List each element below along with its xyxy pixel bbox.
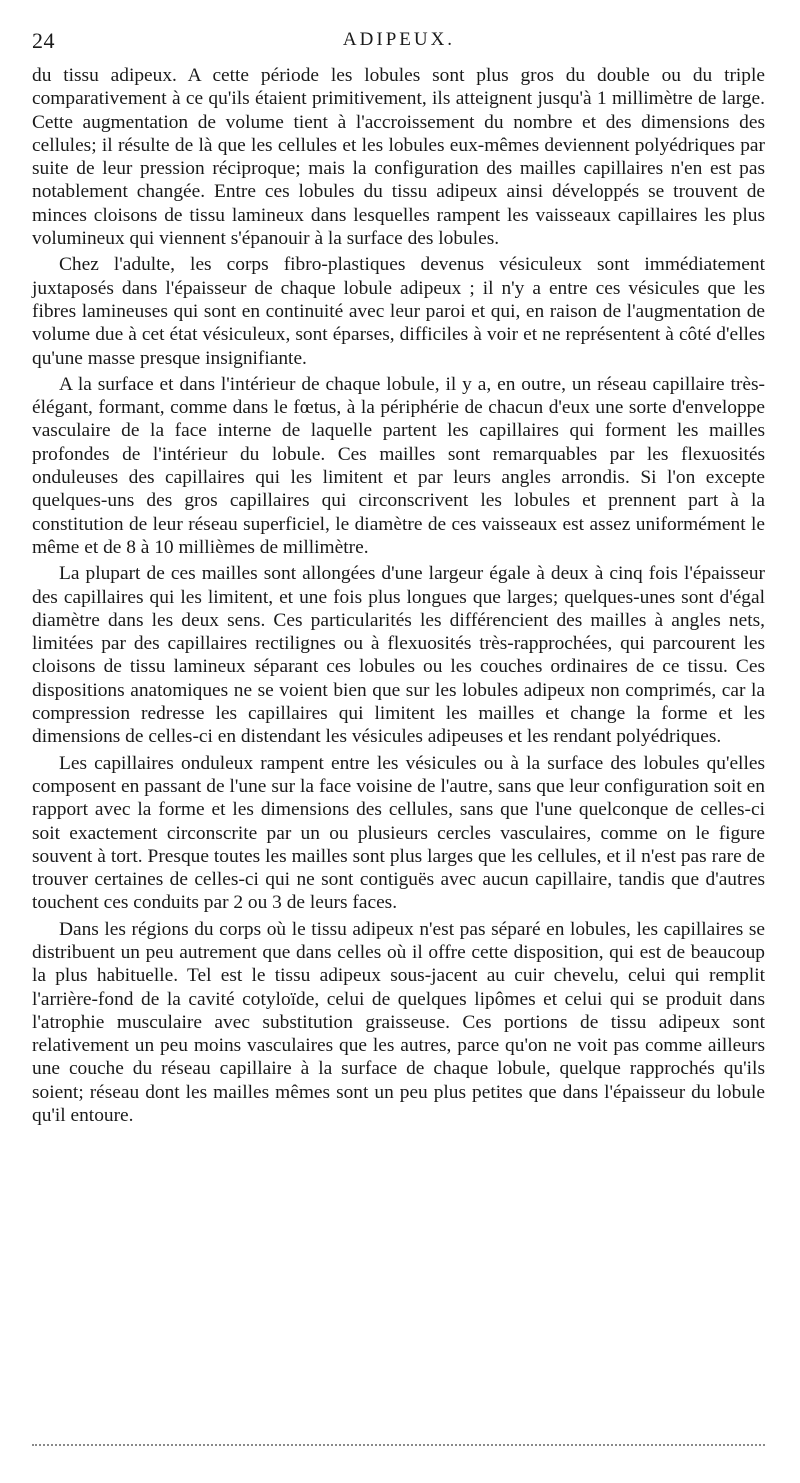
page-number: 24	[32, 28, 55, 53]
paragraph: A la surface et dans l'intérieur de chaque lobule, il y a, en outre, un réseau capillaire très-élégant, formant, comme dans le fœtus, à la périphérie de chacun d'eux une sorte d'enveloppe vasculaire de la face interne de laquelle partent les capillaires qui forment les mailles profondes de l'intérieur du lobule. Ces mailles sont remarquables par les flexuosités onduleuses des capillaires qui les limitent et par leurs angles arrondis. Si l'on excepte quelques-uns des gros capillaires qui circonscrivent les lobules et prennent part à la constitution de leur réseau superficiel, le diamètre de ces vaisseaux est assez uniformément le même et de 8 à 10 millièmes de millimètre.	[32, 373, 765, 558]
page-header	[32, 28, 766, 58]
footer-rule	[32, 1444, 765, 1446]
running-title: ADIPEUX.	[342, 29, 456, 50]
paragraph: La plupart de ces mailles sont allongées d'une largeur égale à deux à cinq fois l'épaisseur des capillaires qui les limitent, et une fois plus longues que larges; quelques-unes sont d'égal diamètre dans les deux sens. Ces particularités les différencient des mailles à angles nets, limitées par des capillaires rectilignes ou à flexuosités très-rapprochées, qui parcourent les cloisons de tissu lamineux séparant ces lobules ou les couches ordinaires de ce tissu. Ces dispositions anatomiques ne se voient bien que sur les lobules adipeux non comprimés, car la compression redresse les capillaires qui limitent les mailles et change la forme et les dimensions de celles-ci en distendant les vésicules adipeuses et les rendant polyédriques.	[32, 563, 765, 748]
paragraph: Chez l'adulte, les corps fibro-plastiques devenus vésiculeux sont immédiatement juxtaposés dans l'épaisseur de chaque lobule adipeux ; il n'y a entre ces vésicules que les fibres lamineuses qui sont en continuité avec leur paroi et qui, en raison de l'augmentation de volume due à cet état vésiculeux, sont éparses, difficiles à voir et ne représentent à côté d'elles qu'une masse presque insignifiante.	[32, 254, 765, 369]
paragraph: Dans les régions du corps où le tissu adipeux n'est pas séparé en lobules, les capillaires se distribuent un peu autrement que dans celles où il offre cette disposition, qui est de beaucoup la plus habituelle. Tel est le tissu adipeux sous-jacent au cuir chevelu, celui qui remplit l'arrière-fond de la cavité cotyloïde, celui de quelques lipômes et celui qui se produit dans l'atrophie musculaire avec substitution graisseuse. Ces portions de tissu adipeux sont relativement un peu moins vasculaires que les autres, parce qu'on ne voit pas comme ailleurs une couche du réseau capillaire à la surface de chaque lobule, quelque rapprochés qu'ils soient; réseau dont les mailles mêmes sont un peu plus petites que dans l'épaisseur du lobule qu'il entoure.	[32, 918, 765, 1127]
paragraph: Les capillaires onduleux rampent entre les vésicules ou à la surface des lobules qu'elles composent en passant de l'une sur la face voisine de l'autre, sans que leur configuration soit en rapport avec la forme et les dimensions des cellules, sans que l'une quelconque de celles-ci soit exactement circonscrite par un ou plusieurs cercles vasculaires, comme on le figure souvent à tort. Presque toutes les mailles sont plus larges que les cellules, et il n'est pas rare de trouver certaines de celles-ci qui ne sont contiguës avec aucun capillaire, tandis que d'autres touchent ces conduits par 2 ou 3 de leurs faces.	[32, 752, 765, 914]
body-text	[32, 64, 765, 1130]
paragraph: du tissu adipeux. A cette période les lobules sont plus gros du double ou du triple comparativement à ce qu'ils étaient primitivement, ils atteignent jusqu'à 1 millimètre de large. Cette augmentation de volume tient à l'accroissement du nombre et des dimensions des cellules; il résulte de là que les cellules et les lobules eux-mêmes deviennent polyédriques par suite de leur pression réciproque; mais la configuration des mailles capillaires n'en est pas notablement changée. Entre ces lobules du tissu adipeux ainsi développés se trouvent de minces cloisons de tissu lamineux dans lesquelles rampent les vaisseaux capillaires les plus volumineux qui viennent s'épanouir à la surface des lobules.	[32, 65, 765, 250]
